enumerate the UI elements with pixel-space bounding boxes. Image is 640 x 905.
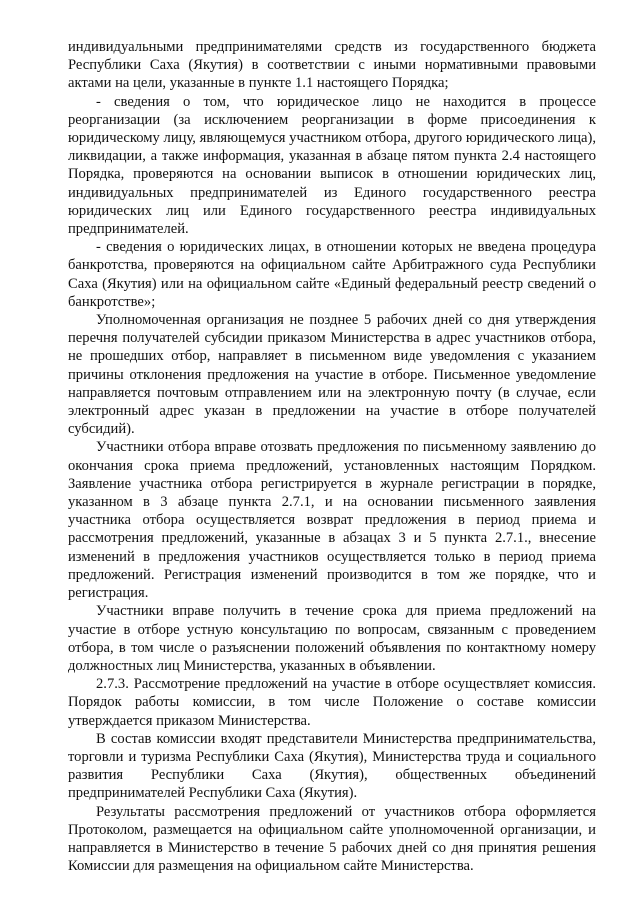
paragraph-9: Результаты рассмотрения предложений от участников отбора оформляется Протоколом, размещается на официальном сайте уполномоченной организации, и направляется в Министерство в течение 5 рабочих дней со дня принятия решения Комиссии для размещения на официальном сайте Министерства.: [68, 803, 596, 875]
paragraph-1: индивидуальными предпринимателями средств из государственного бюджета Республики Саха (Якутия) в соответствии с иными нормативными правовыми актами на цели, указанные в пункте 1.1 настоящего Порядка;: [68, 39, 596, 92]
paragraph-3: - сведения о юридических лицах, в отношении которых не введена процедура банкротства, проверяются на официальном сайте Арбитражного суда Республики Саха (Якутия) или на официальном сайте «Единый федеральный реестр сведений о банкротстве»;: [68, 239, 596, 310]
paragraph-4: Уполномоченная организация не позднее 5 рабочих дней со дня утверждения перечня получателей субсидии приказом Министерства в адрес участников отбора, не прошедших отбор, направляет в письменном виде уведомления с указанием причины отклонения предложения на участие в отборе. Письменное уведомление направляется почтовым отправлением или на электронную почту (в случае, если электронный адрес указан в предложении на участие в отборе получателей субсидий).: [68, 312, 596, 438]
paragraph-5: Участники отбора вправе отозвать предложения по письменному заявлению до окончания срока приема предложений, установленных настоящим Порядком. Заявление участника отбора регистрируется в журнале регистрации в порядке, указанном в 3 абзаце пункта 2.7.1, и на основании письменного заявления участника отбора осуществляется возврат предложения в период приема и рассмотрения предложений, указанные в абзацах 3 и 5 пункта 2.7.1., внесение изменений в предложения участников осуществляется только в период приема предложений. Регистрация изменений производится в том же порядке, что и регистрация.: [68, 439, 596, 602]
paragraph-6: Участники вправе получить в течение срока для приема предложений на участие в отборе устную консультацию по вопросам, связанным с проведением отбора, в том числе о разъяснении положений объявления по контактному номеру должностных лиц Министерства, указанных в объявлении.: [68, 603, 596, 674]
paragraph-2: - сведения о том, что юридическое лицо не находится в процессе реорганизации (за исключением реорганизации в форме присоединения к юридическому лицу, являющемуся участником отбора, другого юридического лица), ликвидации, а также информация, указанная в абзаце пятом пункта 2.4 настоящего Порядка, проверяются на основании выписок в отношении юридических лиц, индивидуальных предпринимателей из Единого государственного реестра юридических лиц или Единого государственного реестра индивидуальных предпринимателей.: [68, 93, 596, 238]
paragraph-8: В состав комиссии входят представители Министерства предпринимательства, торговли и туризма Республики Саха (Якутия), Министерства труда и социального развития Республики Саха (Якутия), общественных объединений предпринимателей Республики Саха (Якутия).: [68, 730, 596, 802]
paragraph-7: 2.7.3. Рассмотрение предложений на участие в отборе осуществляет комиссия. Порядок работы комиссии, в том числе Положение о составе комиссии утверждается приказом Министерства.: [68, 676, 596, 729]
